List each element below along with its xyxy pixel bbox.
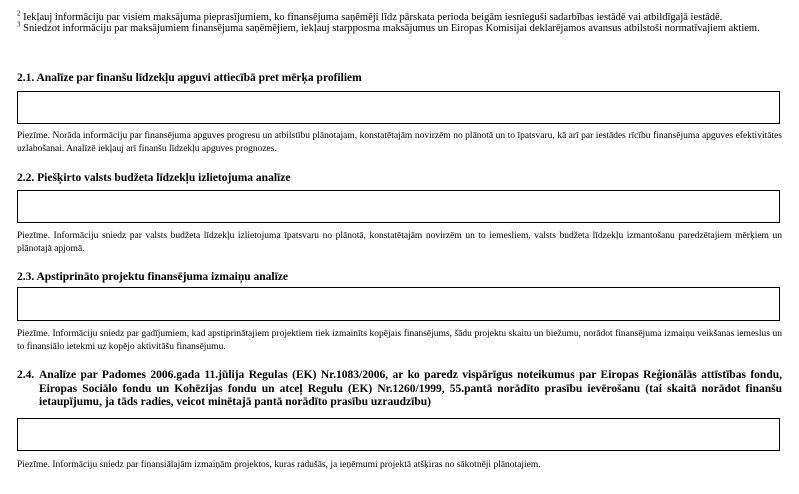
footnote-marker: 2: [17, 9, 21, 18]
section-heading-2-1: [17, 71, 362, 85]
section-title: Apstiprināto projektu finansējuma izmaiņu analīze: [36, 271, 289, 283]
section-number: 2.4.: [17, 369, 35, 381]
footnote-3: [17, 20, 785, 34]
section-number: 2.1.: [17, 72, 35, 84]
section-title: Analīze par Padomes 2006.gada 11.jūlija Regulas (EK) Nr.1083/2006, ar ko paredz vispārīgus noteikumus par Eiropas Reģionālās attīstības fondu, Eiropas Sociālo fondu un Kohēzijas fondu un atceļ Regulu (EK) Nr.1260/1999, 55.pantā norādīto prasību ievērošanu (tai skaitā norādot finanšu ietaupījumu, ja tāds radies, veicot minētajā pantā norādīto prasību uzraudzību): [39, 369, 782, 408]
footnote-text: Iekļauj informāciju par visiem maksājuma pieprasījumiem, ko finansējuma saņēmēji līdz pārskata perioda beigām iesnieguši sadarbības iestādē vai atbildīgajā iestādē.: [23, 12, 723, 23]
section-2-2-input-box[interactable]: [17, 190, 780, 223]
section-note: Piezīme. Norāda informāciju par finansējuma apguves progresu un atbilstību plānotajam, konstatētajām novirzēm no plānotā un to īpatsvaru, kā arī par iestādes rīcību finansējuma apguves efektivitātes uzlabošanai. Analīzē iekļauj arī finanšu līdzekļu apguves prognozes.: [17, 131, 782, 154]
section-note: Piezīme. Informāciju sniedz par gadījumiem, kad apstiprinātajiem projektiem tiek izmainīts kopējais finansējums, šādu projektu skaitu un biežumu, norādot finansējuma izmaiņu veikšanas iemeslus un to finansiālo ietekmi uz kopējo aktivitāšu finansējumu.: [17, 329, 782, 352]
section-title: Analīze par finanšu līdzekļu apguvi attiecībā pret mērķa profiliem: [36, 72, 362, 84]
section-title: Piešķirto valsts budžeta līdzekļu izlietojuma analīze: [37, 172, 291, 184]
section-2-3-input-box[interactable]: [17, 287, 780, 321]
section-2-1-input-box[interactable]: [17, 91, 780, 124]
section-number: 2.3.: [17, 271, 35, 283]
section-number: 2.2.: [17, 172, 35, 184]
footnote-2: [17, 9, 785, 23]
section-heading-2-4: [17, 369, 782, 410]
section-note: Piezīme. Informāciju sniedz par finansiālajām izmaiņām projektos, kuras radušās, ja ieņēmumi projektā atšķiras no sākotnēji plānotajiem.: [17, 460, 541, 470]
section-heading-2-2: [17, 171, 290, 185]
footnote-marker: 3: [17, 20, 21, 29]
footnote-text: Sniedzot informāciju par maksājumiem finansējuma saņēmējiem, iekļauj starpposma maksājumus un Eiropas Komisijai deklarējamos avansus atbilstoši normatīvajiem aktiem.: [23, 23, 760, 34]
section-heading-2-3: [17, 270, 288, 284]
section-2-4-input-box[interactable]: [17, 418, 780, 451]
section-note: Piezīme. Informāciju sniedz par valsts budžeta līdzekļu izlietojuma īpatsvaru no plānotā, konstatētajām novirzēm un to iemesliem, valsts budžeta līdzekļu izmantošanu paredzētajiem mērķiem un plānotajā apjomā.: [17, 231, 782, 254]
